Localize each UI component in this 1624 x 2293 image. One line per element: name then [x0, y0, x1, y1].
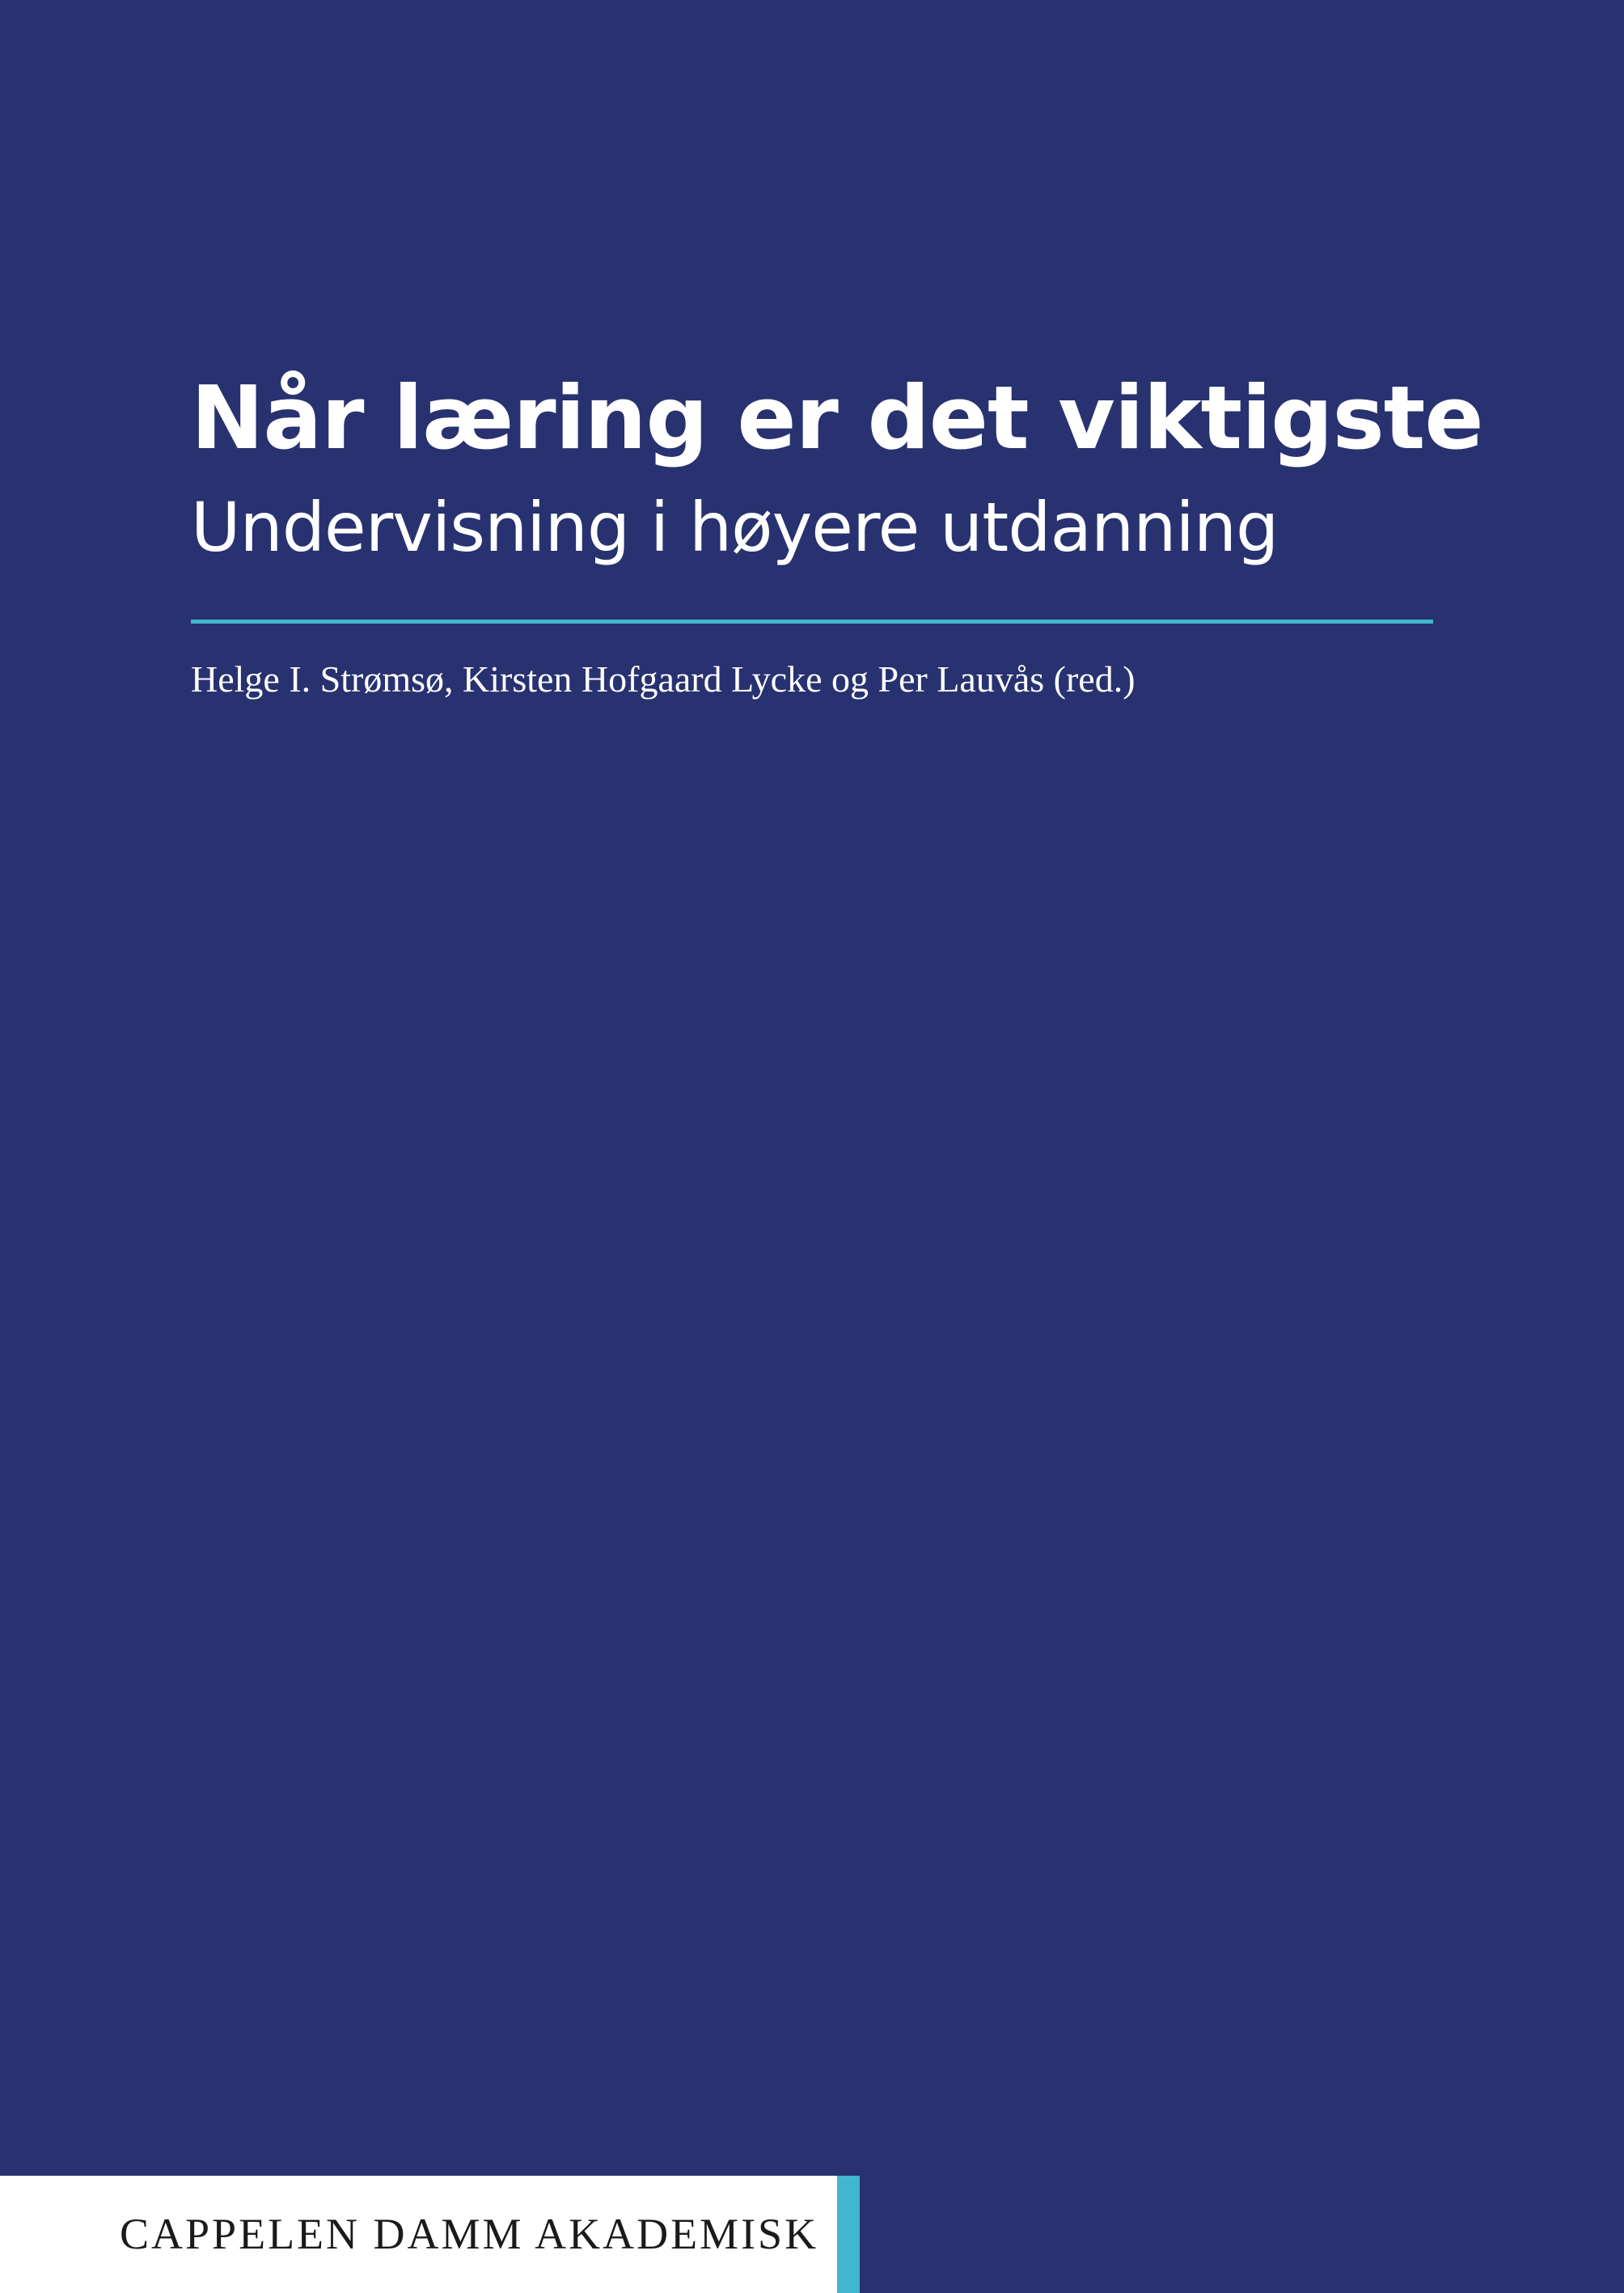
- book-title: Når læring er det viktigste: [191, 368, 1483, 469]
- book-authors: Helge I. Strømsø, Kirsten Hofgaard Lycke og Per Lauvås (red.): [191, 658, 1136, 700]
- publisher-logo: CAPPELEN DAMM AKADEMISK: [120, 2210, 819, 2258]
- divider-line: [191, 620, 1433, 624]
- accent-stripe: [837, 2176, 860, 2293]
- book-subtitle: Undervisning i høyere utdanning: [191, 488, 1279, 567]
- publisher-band: [0, 2176, 837, 2293]
